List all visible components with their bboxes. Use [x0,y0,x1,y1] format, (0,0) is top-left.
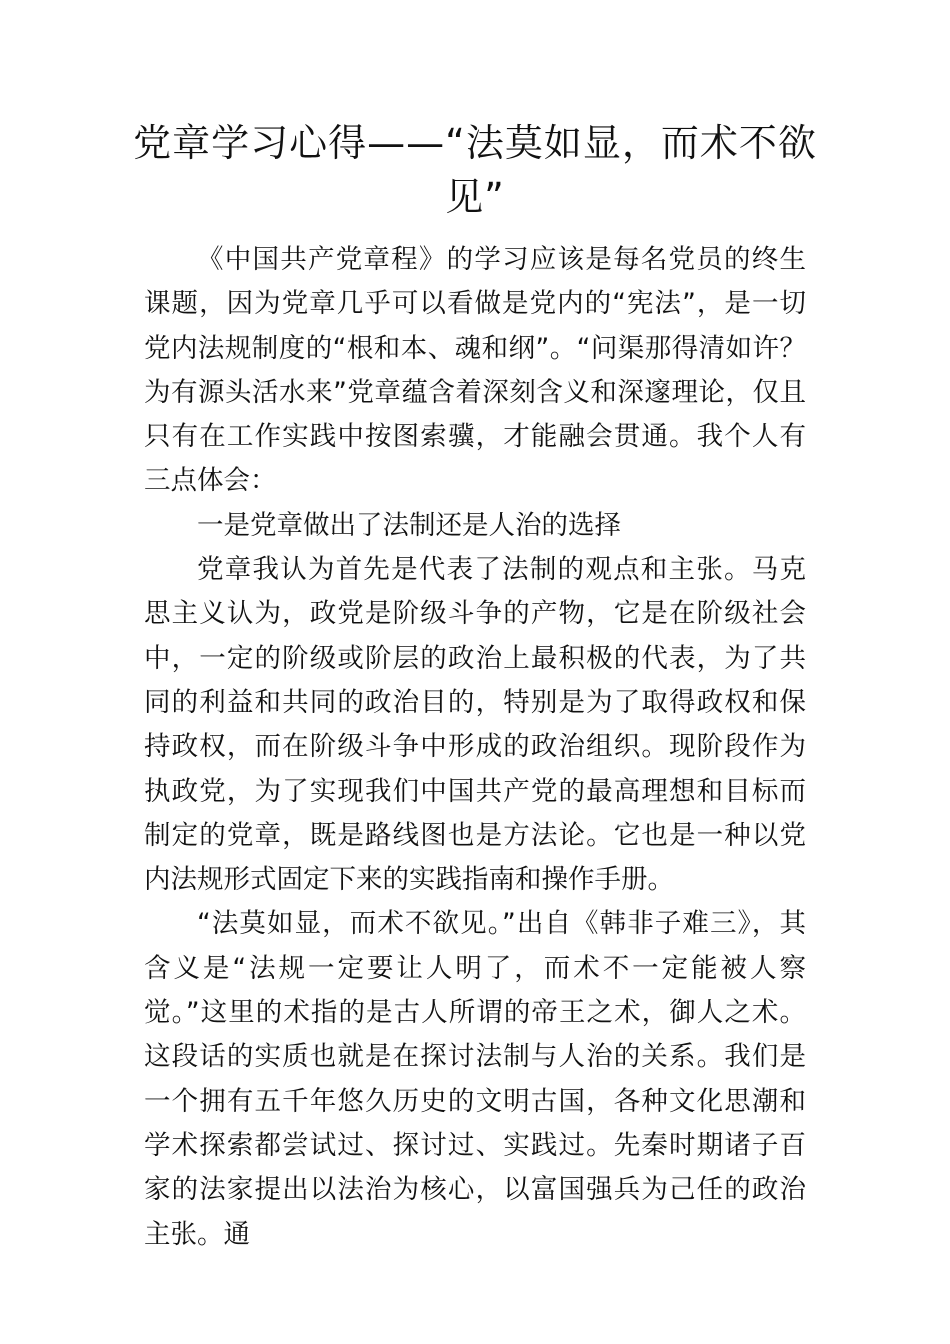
paragraph-heading-one: 一是党章做出了法制还是人治的选择 [197,509,621,541]
paragraph-intro: 《中国共产党章程》的学习应该是每名党员的终生课题，因为党章几乎可以看做是党内的“宪法”，是一切党内法规制度的“根和本、魂和纲”。“问渠那得清如许？为有源头活水来”党章蕴含着深刻含义和深邃理论，仅且只有在工作实践中按图索骥，才能融会贯通。我个人有三点体会： [144,244,806,497]
paragraph-han-feizi: “法莫如显，而术不欲见。”出自《韩非子难三》，其含义是“法规一定要让人明了，而术不一定能被人察觉。”这里的术指的是古人所谓的帝王之术，御人之术。这段话的实质也就是在探讨法制与人治的关系。我们是一个拥有五千年悠久历史的文明古国，各种文化思潮和学术探索都尝试过、探讨过、实践过。先秦时期诸子百家的法家提出以法治为核心，以富国强兵为己任的政治主张。通 [144,908,806,1250]
document-title: 党章学习心得——“法莫如显，而术不欲见” [133,121,817,219]
document-body [144,238,806,1257]
paragraph-party-constitution-law: 党章我认为首先是代表了法制的观点和主张。马克思主义认为，政党是阶级斗争的产物，它是在阶级社会中，一定的阶级或阶层的政治上最积极的代表，为了共同的利益和共同的政治目的，特别是为了取得政权和保持政权，而在阶级斗争中形成的政治组织。现阶段作为执政党，为了实现我们中国共产党的最高理想和目标而制定的党章，既是路线图也是方法论。它也是一种以党内法规形式固定下来的实践指南和操作手册。 [144,554,806,896]
